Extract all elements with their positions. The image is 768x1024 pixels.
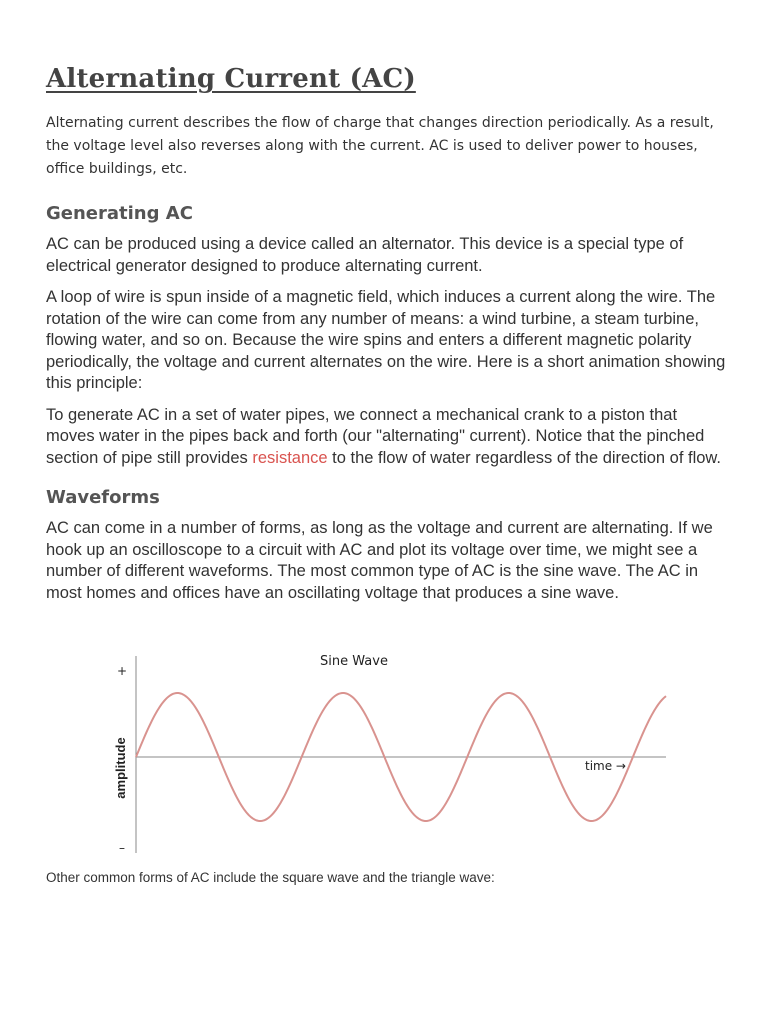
paragraph-water-pipes [46, 405, 726, 470]
sine-wave-graphic [100, 648, 680, 858]
resistance-link[interactable]: resistance [252, 448, 328, 467]
article [46, 64, 726, 614]
paragraph-waveforms: AC can come in a number of forms, as long as the voltage and current are alternating. If we hook up an oscilloscope to a circuit with AC and plot its voltage over time, we might see a number of different waveforms. The most common type of AC is the sine wave. The AC in most homes and offices have an oscillating voltage that produces a sine wave. [46, 519, 713, 602]
figure-title: Sine Wave [320, 654, 388, 669]
amplitude-label: amplitude [113, 737, 128, 799]
text-run: To generate AC in a set of water pipes, we connect a mechanical crank to a piston that moves water in the pipes back and forth (our "alternating" current). Notice that the pinched section of pipe still provides [46, 405, 705, 467]
section-heading-waveforms: Waveforms [46, 487, 160, 508]
figure-caption: Other common forms of AC include the square wave and the triangle wave: [46, 870, 495, 885]
plus-sign: + [116, 664, 128, 678]
paragraph-loop-of-wire: A loop of wire is spun inside of a magnetic field, which induces a current along the wire. The rotation of the wire can come from any number of means: a wind turbine, a steam turbine, flowing water, and so on. Because the wire spins and enters a different magnetic polarity periodically, the voltage and current alternates on the wire. Here is a short animation showing this principle: [46, 288, 726, 392]
text-run: to the flow of water regardless of the direction of flow. [327, 448, 722, 467]
time-label: time → [585, 759, 626, 773]
sine-wave-figure [100, 648, 680, 858]
paragraph-alternator: AC can be produced using a device called an alternator. This device is a special type of electrical generator designed to produce alternating current. [46, 235, 684, 275]
intro-paragraph: Alternating current describes the flow of charge that changes direction periodically. As a result, the voltage level also reverses along with the current. AC is used to deliver power to houses, office buildings, etc. [46, 115, 714, 177]
minus-sign: – [119, 841, 125, 855]
section-heading-generating: Generating AC [46, 203, 193, 224]
page-title: Alternating Current (AC) [46, 64, 416, 94]
